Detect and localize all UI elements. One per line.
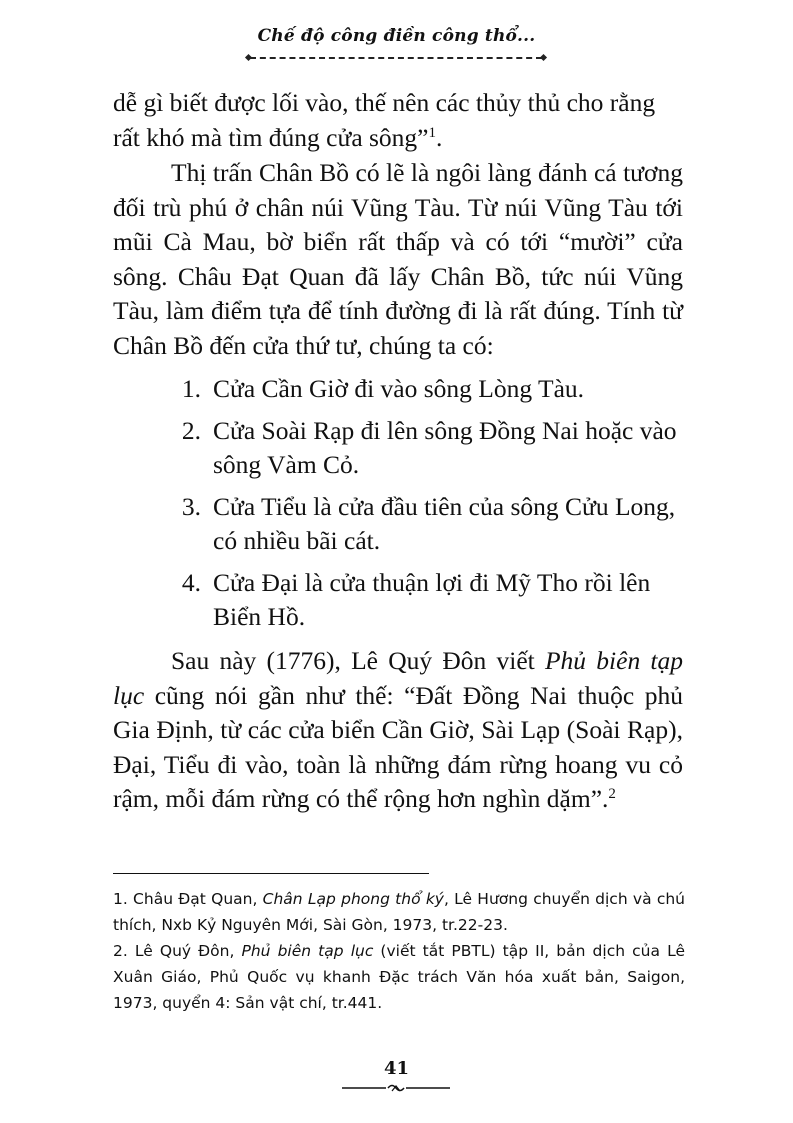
paragraph-3-text <box>113 644 683 817</box>
footnotes <box>113 886 685 1016</box>
estuary-list <box>113 372 683 642</box>
paragraph-1-text <box>113 86 683 155</box>
paragraph-3-content: cũng nói gần như thế: “Đất Đồng Nai thuộc phủ Gia Định, từ các cửa biển Cần Giờ, Sài Lạp (Soài Rạp), Đại, Tiểu đi vào, toàn là những đám rừng hoang vu cỏ rậm, mỗi đám rừng có thể rộng hơn nghìn dặm”. <box>113 680 683 813</box>
footnote-2-lead: 2. Lê Quý Đôn, <box>113 942 242 960</box>
footnote-ref-1[interactable]: 1 <box>428 124 437 141</box>
list-item-number: 1. <box>181 374 201 403</box>
footnote-1-lead: 1. Châu Đạt Quan, <box>113 890 263 908</box>
list-item-number: 4. <box>181 567 201 597</box>
paragraph-3 <box>113 644 683 817</box>
list-item <box>113 566 683 635</box>
list-item <box>113 490 683 559</box>
paragraph-1 <box>113 86 683 155</box>
list-item <box>113 372 683 407</box>
footnote-2-rest: (viết tắt PBTL) tập II, bản dịch của Lê Xuân Giáo, Phủ Quốc vụ khanh Đặc trách Văn hóa xuất bản, Saigon, 1973, quyển 4: Sản vật chí, tr.441. <box>113 942 685 1012</box>
footnote-2 <box>113 938 685 1016</box>
paragraph-2-text: Thị trấn Chân Bồ có lẽ là ngôi làng đánh cá tương đối trù phú ở chân núi Vũng Tàu. Từ núi Vũng Tàu tới mũi Cà Mau, bờ biển rất thấp và có tới “mười” cửa sông. Châu Đạt Quan đã lấy Chân Bồ, tức núi Vũng Tàu, làm điểm tựa để tính đường đi là rất đúng. Tính từ Chân Bồ đến cửa thứ tư, chúng ta có: <box>113 158 683 360</box>
list-item-text: Cửa Soài Rạp đi lên sông Đồng Nai hoặc vào sông Vàm Cỏ. <box>213 415 677 479</box>
footnote-2-title: Phủ biên tạp lục <box>241 942 374 960</box>
header-rule <box>250 57 542 59</box>
list-item <box>113 414 683 483</box>
paragraph-3-lead: Sau này (1776), Lê Quý Đôn viết <box>171 646 545 675</box>
list-item-text: Cửa Tiểu là cửa đầu tiên của sông Cửu Long, có nhiều bãi cát. <box>213 491 676 555</box>
list-item-number: 2. <box>181 415 201 445</box>
page-ornament <box>336 1082 456 1094</box>
paragraph-2 <box>113 156 683 363</box>
list-item-text: Cửa Đại là cửa thuận lợi đi Mỹ Tho rồi lên Biển Hồ. <box>213 567 651 631</box>
paragraph-1-content: dễ gì biết được lối vào, thế nên các thủy thủ cho rằng rất khó mà tìm đúng cửa sông” <box>113 88 656 152</box>
footnote-ref-2[interactable]: 2 <box>608 786 616 802</box>
footnote-rule <box>113 873 429 874</box>
paragraph-1-end: . <box>436 122 443 152</box>
book-title: Phủ biên tạp lục <box>113 646 683 710</box>
list-item-number: 3. <box>181 491 201 521</box>
footnote-1 <box>113 886 685 938</box>
footnote-1-title: Chân Lạp phong thổ ký <box>262 890 444 908</box>
list-item-text: Cửa Cần Giờ đi vào sông Lòng Tàu. <box>213 374 585 403</box>
running-header: Chế độ công điền công thổ... <box>257 26 536 46</box>
footnote-1-rest: , Lê Hương chuyển dịch và chú thích, Nxb Kỷ Nguyên Mới, Sài Gòn, 1973, tr.22-23. <box>113 890 685 934</box>
page-number: 41 <box>383 1058 410 1079</box>
